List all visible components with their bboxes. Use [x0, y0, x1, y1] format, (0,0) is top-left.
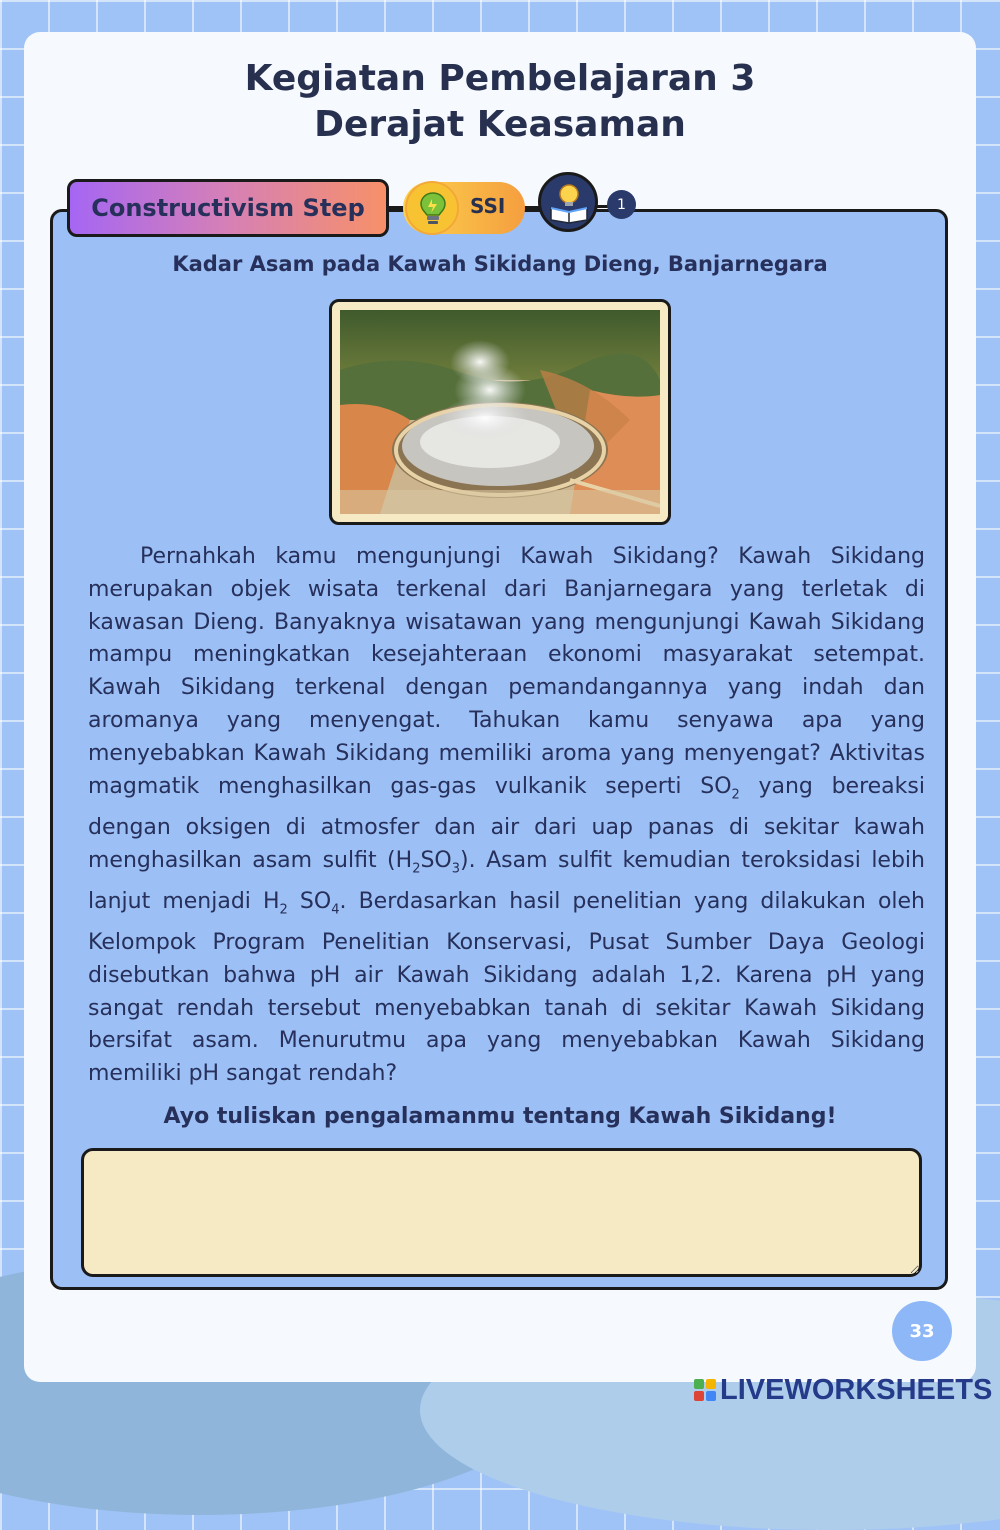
paragraph-text: yang bereaksi dengan oksigen di atmosfer dan air dari uap panas di sekitar kawah menghasilkan asam sulfit (H: [88, 773, 925, 873]
page-number-badge: 33: [892, 1301, 952, 1361]
crater-photo: [329, 299, 671, 525]
logo-square: [706, 1379, 716, 1389]
subscript: 3: [451, 860, 461, 876]
lightbulb-icon: [405, 181, 459, 235]
constructivism-step-badge: Constructivism Step: [67, 179, 389, 237]
paragraph-text: ). Asam sulfit kemudian teroksidasi lebih lanjut menjadi H: [88, 847, 925, 914]
paragraph-text: SO: [420, 847, 452, 873]
step-number-badge: 1: [607, 190, 636, 219]
page-title: [0, 56, 1000, 148]
logo-square: [694, 1391, 704, 1401]
ssi-label: SSI: [470, 194, 506, 218]
subscript: 2: [731, 786, 740, 802]
subscript: 2: [412, 860, 421, 876]
subscript: 4: [331, 902, 340, 918]
page-title-line-1: Kegiatan Pembelajaran 3: [244, 58, 756, 99]
paragraph-text: Pernahkah kamu mengunjungi Kawah Sikidang? Kawah Sikidang merupakan objek wisata terkenal dari Banjarnegara yang terletak di kawasan Dieng. Banyaknya wisatawan yang mengunjungi Kawah Sikidang mampu meningkatkan kesejahteraan ekonomi masyarakat setempat. Kawah Sikidang terkenal dengan pemandangannya yang indah dan aromanya yang menyengat. Tahukan kamu senyawa apa yang menyebabkan Kawah Sikidang memiliki aroma yang menyengat? Aktivitas magmatik menghasilkan gas-gas vulkanik seperti SO: [88, 544, 925, 799]
liveworksheets-logo-icon: [694, 1379, 716, 1401]
answer-input[interactable]: [81, 1148, 922, 1277]
intro-paragraph: [88, 541, 925, 1091]
brand-text: LIVEWORKSHEETS: [720, 1373, 993, 1406]
page-title-line-2: Derajat Keasaman: [314, 104, 686, 145]
section-subtitle: Kadar Asam pada Kawah Sikidang Dieng, Banjarnegara: [172, 252, 828, 276]
subscript: 2: [279, 902, 288, 918]
answer-prompt: Ayo tuliskan pengalamanmu tentang Kawah Sikidang!: [163, 1104, 837, 1129]
logo-square: [694, 1379, 704, 1389]
paragraph-text: SO: [287, 888, 332, 914]
logo-square: [706, 1391, 716, 1401]
paragraph-text: . Berdasarkan hasil penelitian yang dilakukan oleh Kelompok Program Penelitian Konservasi, Pusat Sumber Daya Geologi disebutkan bahwa pH air Kawah Sikidang adalah 1,2. Karena pH yang sangat rendah tersebut menyebabkan tanah di sekitar Kawah Sikidang bersifat asam. Menurutmu apa yang menyebabkan Kawah Sikidang memiliki pH sangat rendah?: [88, 888, 925, 1087]
liveworksheets-brand[interactable]: [694, 1374, 992, 1406]
book-idea-icon: [538, 172, 598, 232]
